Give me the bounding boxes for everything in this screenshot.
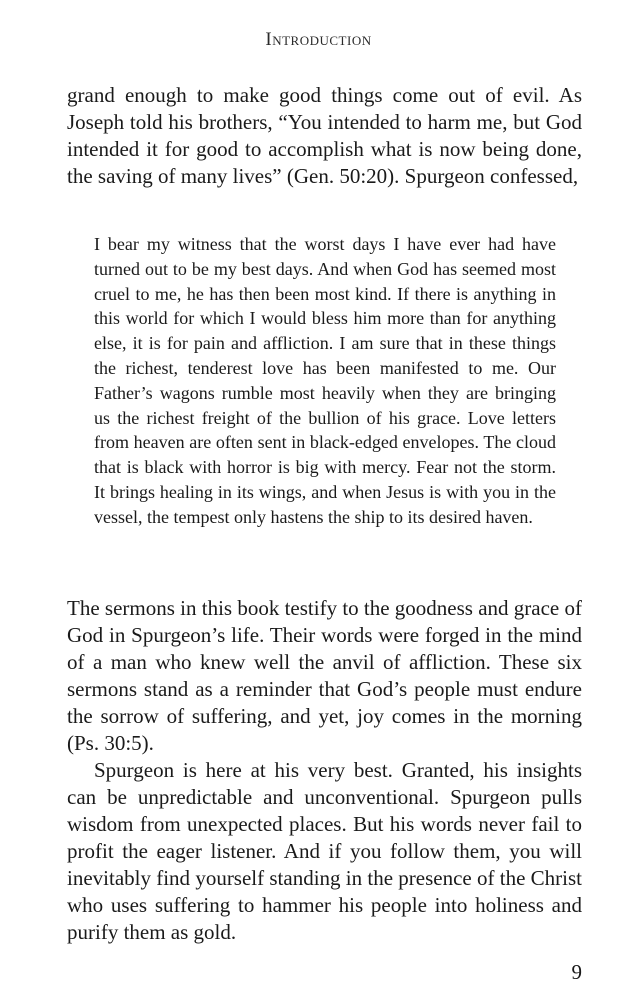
body-paragraph-1: grand enough to make good things come out of evil. As Joseph told his brothers, “You intended to harm me, but God intended it for good to accomplish what is now being done, the saving of many lives” (Gen. 50:20). Spurgeon confessed,	[67, 83, 582, 188]
running-head: Introduction	[265, 29, 372, 50]
body-continuation	[67, 595, 582, 946]
page-number: 9	[571, 960, 582, 984]
body-paragraph-2: The sermons in this book testify to the goodness and grace of God in Spurgeon’s life. Their words were forged in the mind of a man who knew well the anvil of affliction. These six sermons stand as a reminder that God’s people must endure the sorrow of suffering, and yet, joy comes in the morning (Ps. 30:5).	[67, 596, 582, 755]
body-paragraph-3: Spurgeon is here at his very best. Granted, his insights can be unpredictable and unconventional. Spurgeon pulls wisdom from unexpected places. But his words never fail to profit the eager listener. And if you follow them, you will inevitably find yourself standing in the presence of the Christ who uses suffering to hammer his people into holiness and purify them as gold.	[67, 758, 582, 944]
block-quote: I bear my witness that the worst days I have ever had have turned out to be my best days. And when God has seemed most cruel to me, he has then been most kind. If there is anything in this world for which I would bless him more than for anything else, it is for pain and affliction. I am sure that in these things the richest, tenderest love has been manifested to me. Our Father’s wagons rumble most heavily when they are bringing us the richest freight of the bullion of his grace. Love letters from heaven are often sent in black-edged envelopes. The cloud that is black with horror is big with mercy. Fear not the storm. It brings healing in its wings, and when Jesus is with you in the vessel, the tempest only hastens the ship to its desired haven.	[94, 234, 556, 527]
